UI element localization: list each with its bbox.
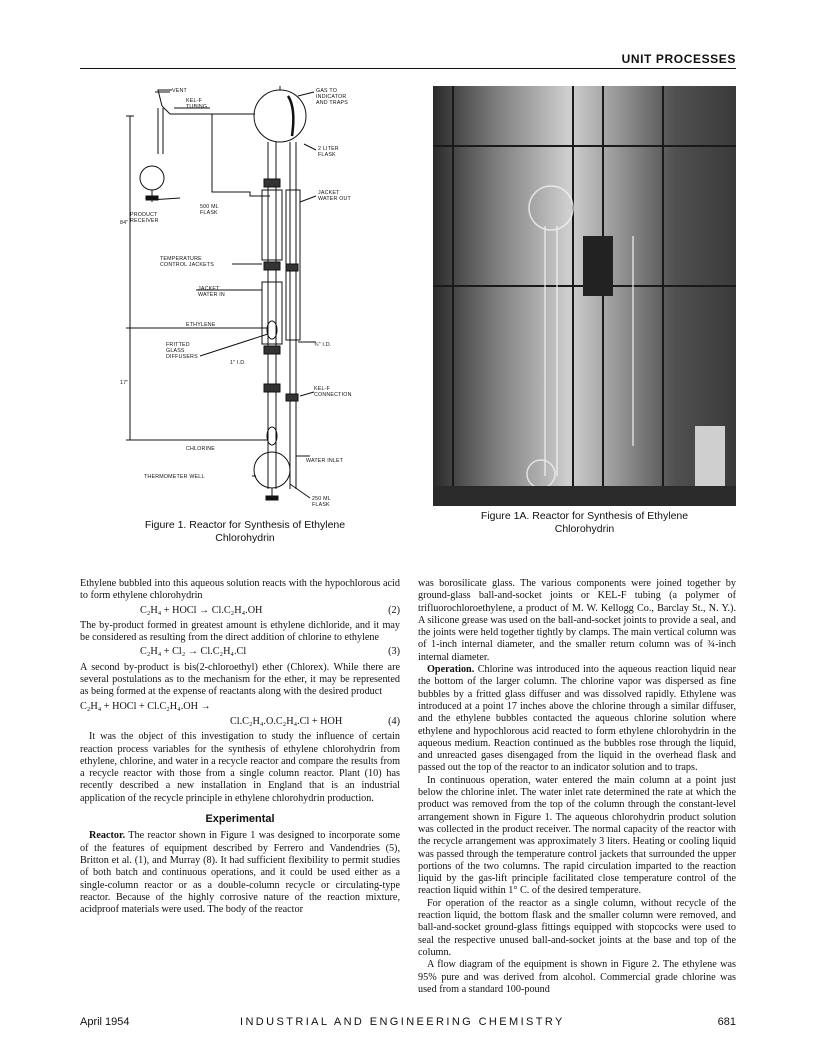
right-column [418,578,736,996]
label-thermometer: THERMOMETER WELL [144,474,205,480]
label-kelf-tubing-2: TUBING [186,104,208,110]
label-water-inlet: WATER INLET [306,458,344,464]
equation-3 [80,646,400,658]
label-250ml-2: FLASK [312,502,330,508]
figure1a-caption-line2: Chlorohydrin [554,523,615,535]
running-header: UNIT PROCESSES [621,52,736,66]
equation-4-line2 [80,716,400,728]
left-column [80,578,400,916]
label-2-liter-1: 2 LITER [318,146,339,152]
label-dim-84: 84" [120,220,129,226]
left-paragraph-4: It was the object of this investigation to study the influence of certain reaction process variables for the synthesis of ethylene chlorohydrin from ethylene, chlorine, and water in a recycle reactor and compare the results from a recycle reactor with those from a single column reactor. Plant (10) has recently described a new installation in England that is an industrial application of the recycle principle in ethylene chlorohydrin production. [80,731,400,804]
label-500ml-2: FLASK [200,210,218,216]
equation-4-number: (4) [388,715,400,727]
equation-4-line1 [80,701,400,713]
reactor-photograph [433,86,736,506]
label-jacket-in-1: JACKET [198,286,220,292]
right-paragraph-3: In continuous operation, water entered the main column at a point just below the chlorine inlet. The water inlet rate determined the rate at which the product was removed from the top of the column through the constant-level arrangement shown in Figure 1. The aqueous chlorohydrin product solution was collected in the product receiver. The normal capacity of the reactor with the recycle arrangement was approximately 3 liters. Heating or cooling liquid was passed through the temperature control jackets that surrounded the upper portions of the two columns. The rapid circulation imparted to the reaction liquid by the gas-lift principle facilitated close temperature control of the reaction liquid within 1° C. of the desired temperature. [418,774,736,897]
two-liter-flask-shape [254,90,306,142]
left-paragraph-5 [80,830,400,916]
left-paragraph-5-text: The reactor shown in Figure 1 was designed to incorporate some of the features of equipment described by Ferrero and Vandendries (5), Britton et al. (1), and Murray (8). It had sufficient flexibility to permit studies of both batch and continuous operations, and it could be used either as a single-column reactor or as a double-column recycle or circulating-type reactor. Because of the highly corrosive nature of the reaction mixture, acidproof materials were used. The body of the reactor [80,830,400,916]
right-paragraph-2-text: Chlorine was introduced into the aqueous reaction liquid near the bottom of the larger column. The chlorine vapor was dispersed as fine bubbles by a fritted glass diffuser and was dissolved rapidly. Ethylene was introduced at a point 17 inches above the chlorine through a similar diffuser, and the ethylene bubbles contacted the aqueous chlorine solution where ethylene and hypochlorous acid reacted to form ethylene chlorohydrin in the aqueous medium. Reaction continued as the bubbles rose through the liquid, and unreacted gases disengaged from the liquid in the overhead flask and passed out the top of the reactor to an indicator solution and to traps. [418,664,736,774]
bottom-flask-shape [254,452,290,488]
label-ethylene: ETHYLENE [186,322,216,328]
equation-4-body-b: Cl.C₂H₄.O.C₂H₄.Cl + HOH [230,715,343,727]
label-1in-id: 1" I.D. [230,360,246,366]
reactor-diagram [100,84,400,514]
label-fritted-2: GLASS [166,348,185,354]
figure1-caption-line2: Chlorohydrin [215,532,275,544]
label-temp-1: TEMPERATURE [160,256,202,262]
label-receiver-1: PRODUCT [130,212,158,218]
figure1-caption-line1: Figure 1. Reactor for Synthesis of Ethylene [144,519,346,531]
section-heading-experimental: Experimental [205,813,275,826]
label-250ml-1: 250 ML [312,496,331,502]
footer-journal: INDUSTRIAL AND ENGINEERING CHEMISTRY [240,1016,565,1028]
label-gas-2: INDICATOR [316,94,347,100]
label-kelf-conn-2: CONNECTION [314,392,352,398]
label-500ml-1: 500 ML [200,204,219,210]
equation-3-body: C₂H₄ + Cl₂ → Cl.C₂H₄.Cl [140,646,247,658]
header-rule [80,68,736,69]
label-kelf-tubing-1: KEL-F [186,98,203,104]
right-paragraph-2 [418,664,736,775]
equation-3-number: (3) [388,646,400,658]
left-paragraph-2: The by-product formed in greatest amount is ethylene dichloride, and it may be considered as resulting from the direct addition of chlorine to ethylene [80,619,400,644]
label-fritted-3: DIFFUSERS [166,354,198,360]
figure1a-caption [433,510,736,536]
label-jacket-out-1: JACKET [318,190,340,196]
right-paragraph-1: was borosilicate glass. The various components were joined together by ground-glass ball-and-socket joints or KEL-F tubing (a polymer of trifluorochloroethylene, a product of M. W. Kellogg Co., Barclay St., N. Y.). A silicone grease was used on the ball-and-socket joints to provide a seal, and the joints were held together tightly by clamps. The main vertical column was of 1-inch internal diameter, and the smaller return column was of ¾-inch internal diameter. [418,578,736,663]
equation-4-body-a: C₂H₄ + HOCl + Cl.C₂H₄.OH → [80,700,211,712]
right-paragraph-4: For operation of the reactor as a single column, without recycle of the reaction liquid, the bottom flask and the smaller column were removed, and ball-and-socket ground-glass fittings equipped with stopcocks were used to seal the respective unused ball-and-socket joints at the base and top of the column. [418,897,736,958]
figure1a-caption-line1: Figure 1A. Reactor for Synthesis of Ethylene [480,510,689,522]
equation-2-number: (2) [388,604,400,616]
label-jacket-in-2: WATER IN [198,292,225,298]
label-34in-id: ¾" I.D. [314,342,332,348]
label-2-liter-2: FLASK [318,152,336,158]
label-chlorine: CHLORINE [186,446,215,452]
label-fritted-1: FRITTED [166,342,190,348]
left-paragraph-1: Ethylene bubbled into this aqueous solution reacts with the hypochlorous acid to form ethylene chlorohydrin [80,578,400,602]
upper-jacket-shape [262,190,282,260]
label-vent: VENT [172,88,187,94]
right-paragraph-5: A flow diagram of the equipment is shown in Figure 2. The ethylene was 95% pure and was derived from alcohol. Commercial grade chlorine was used from a standard 100-pound [418,959,736,995]
label-gas-3: AND TRAPS [316,100,349,106]
reactor-run-in-head: Reactor. [89,830,126,842]
left-paragraph-3: A second by-product is bis(2-chloroethyl) ether (Chlorex). While there are several postulations as to the mechanism for the ether, it may be represented as being formed at the expense of reactants along with the desired product [80,661,400,698]
product-receiver-flask-shape [140,166,164,190]
equation-2 [80,605,400,617]
footer-date: April 1954 [80,1016,130,1028]
label-dim-17: 17" [120,380,129,386]
label-kelf-conn-1: KEL-F [314,386,331,392]
label-receiver-2: RECEIVER [130,218,159,224]
label-temp-2: CONTROL JACKETS [160,262,215,268]
footer-page-number: 681 [717,1016,736,1028]
label-gas-1: GAS TO [316,88,338,94]
equation-2-body: C₂H₄ + HOCl → Cl.C₂H₄.OH [140,604,263,616]
operation-run-in-head: Operation. [427,664,475,676]
label-jacket-out-2: WATER OUT [318,196,351,202]
figure1-caption [100,519,390,545]
